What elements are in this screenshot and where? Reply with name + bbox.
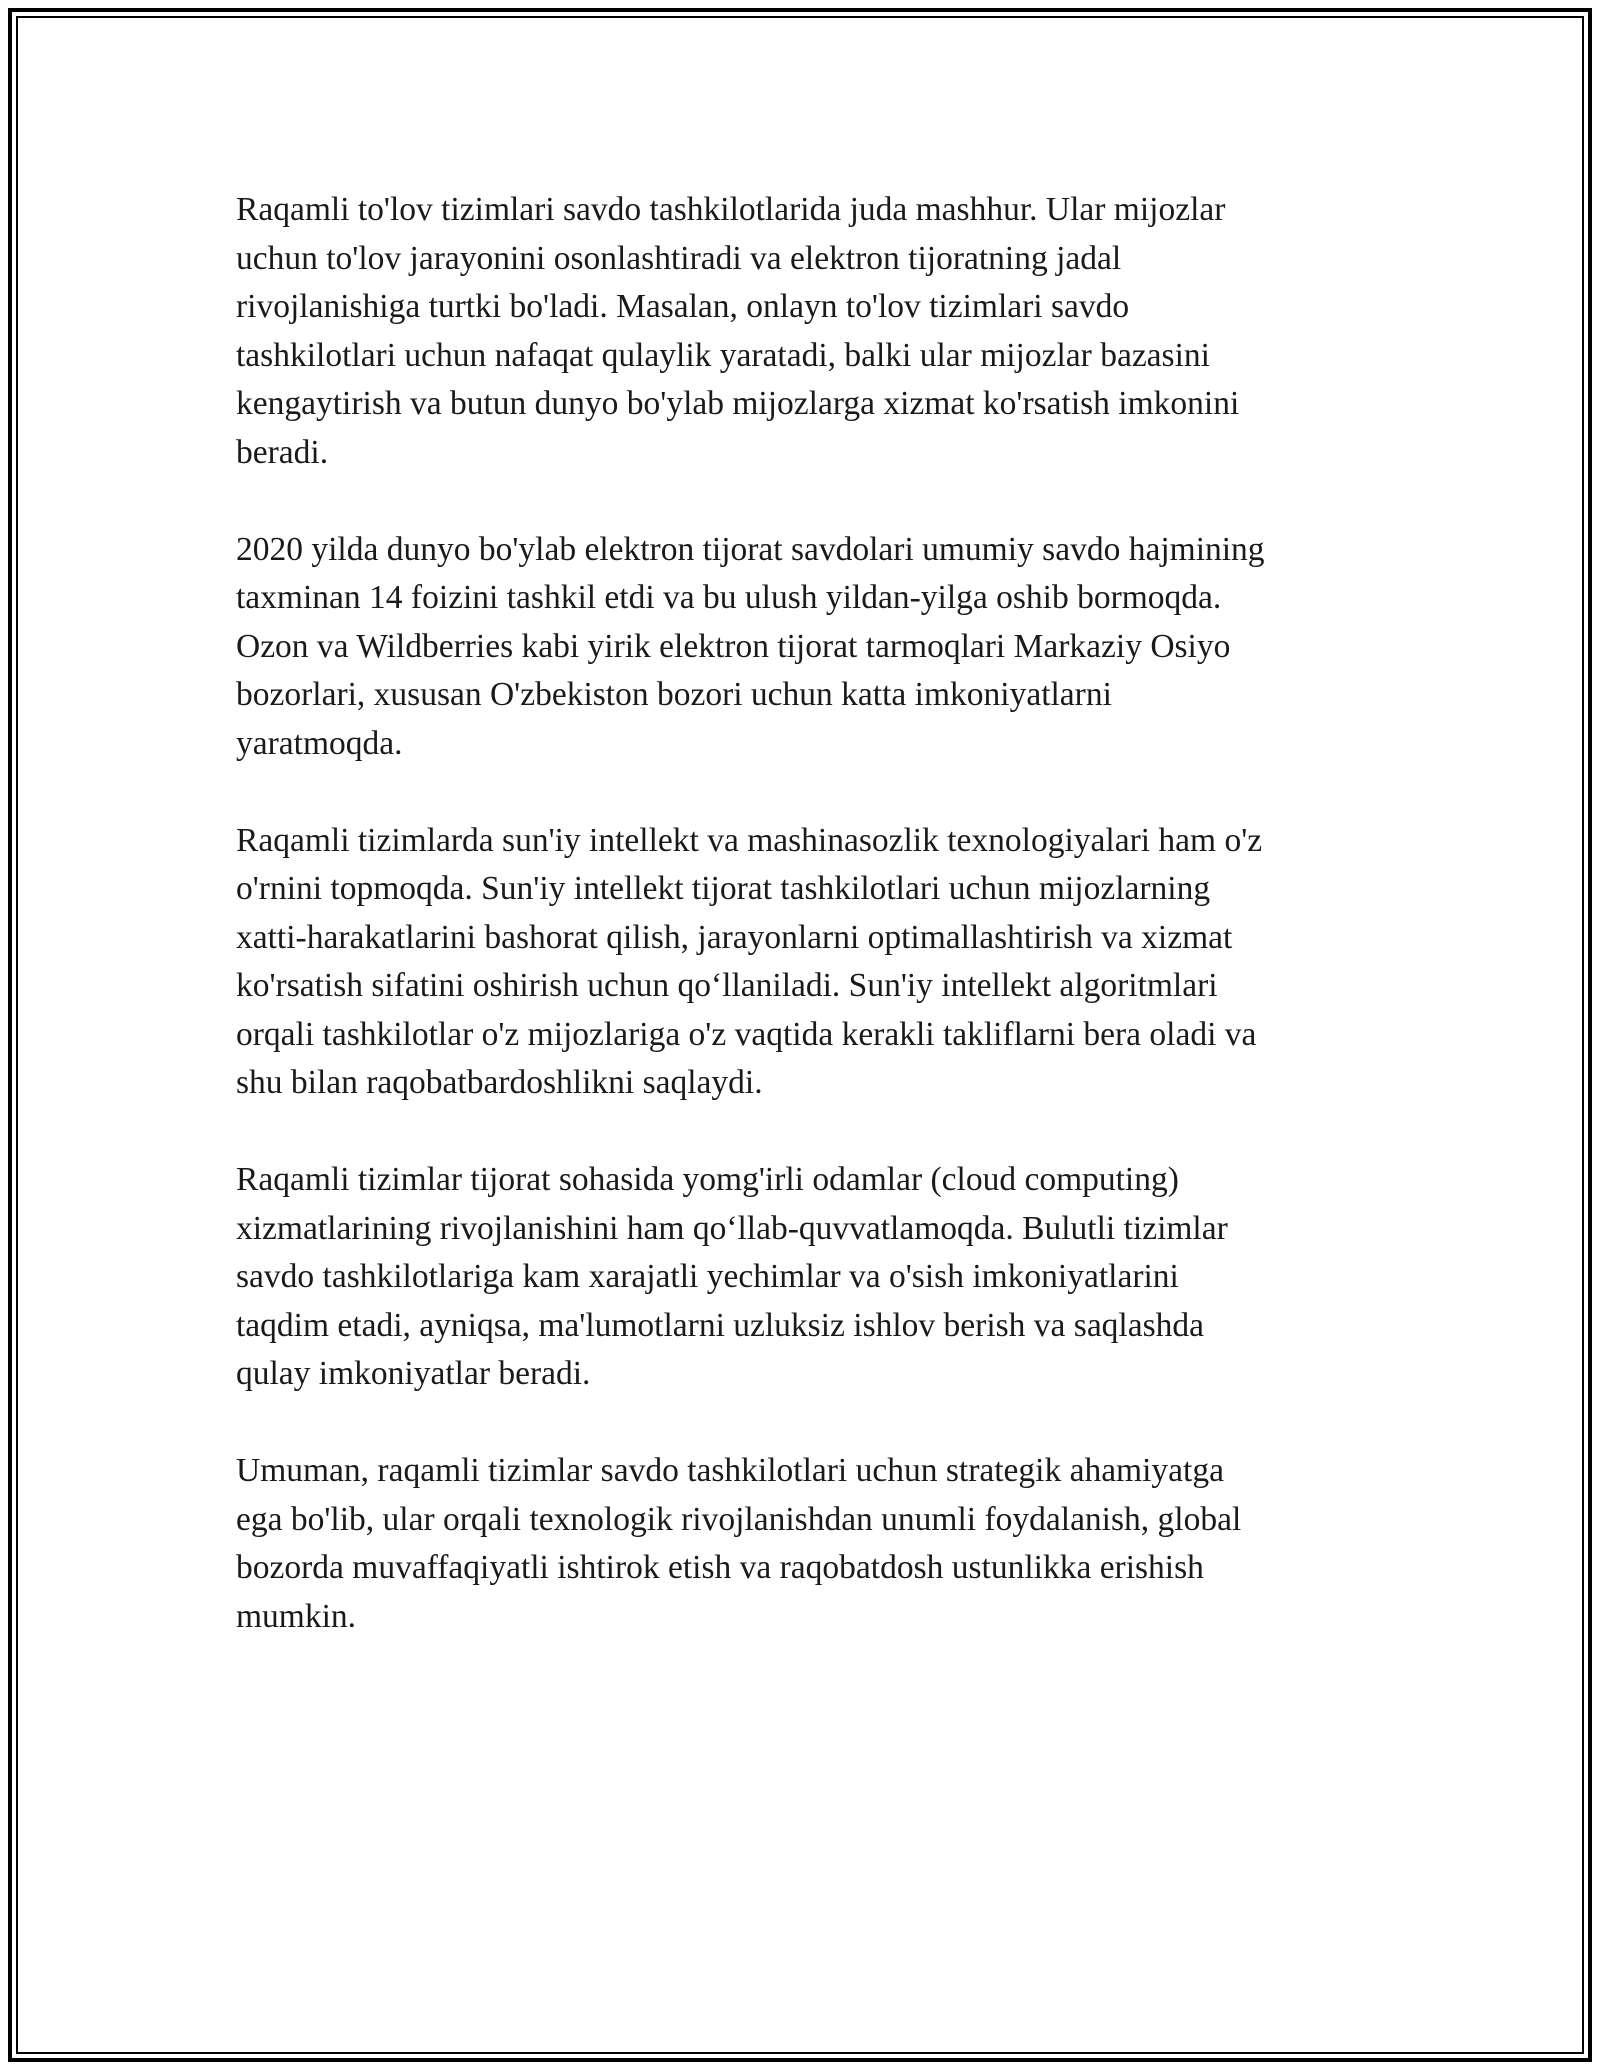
document-body bbox=[236, 186, 1366, 1690]
paragraph-ecommerce-share: 2020 yilda dunyo bo'ylab elektron tijorat savdolari umumiy savdo hajmining taxminan 14 foizini tashkil etdi va bu ulush yildan-yilga oshib bormoqda. Ozon va Wildberries kabi yirik elektron tijorat tarmoqlari Markaziy Osiyo bozorlari, xususan O'zbekiston bozori uchun katta imkoniyatlarni yaratmoqda. bbox=[236, 530, 1265, 762]
paragraph-conclusion: Umuman, raqamli tizimlar savdo tashkilotlari uchun strategik ahamiyatga ega bo'lib, ular orqali texnologik rivojlanishdan unumli foydalanish, global bozorda muvaffaqiyatli ishtirok etish va raqobatdosh ustunlikka erishish mumkin. bbox=[236, 1452, 1242, 1635]
paragraph-cloud-computing: Raqamli tizimlar tijorat sohasida yomg'irli odamlar (cloud computing) xizmatlarining rivojlanishini ham qo‘llab-quvvatlamoqda. Bulutli tizimlar savdo tashkilotlariga kam xarajatli yechimlar va o'sish imkoniyatlarini taqdim etadi, ayniqsa, ma'lumotlarni uzluksiz ishlov berish va saqlashda qulay imkoniyatlar beradi. bbox=[236, 1161, 1228, 1392]
paragraph-artificial-intelligence: Raqamli tizimlarda sun'iy intellekt va mashinasozlik texnologiyalari ham o'z o'rnini topmoqda. Sun'iy intellekt tijorat tashkilotlari uchun mijozlarning xatti-harakatlarini bashorat qilish, jarayonlarni optimallashtirish va xizmat ko'rsatish sifatini oshirish uchun qo‘llaniladi. Sun'iy intellekt algoritmlari orqali tashkilotlar o'z mijozlariga o'z vaqtida kerakli takliflarni bera oladi va shu bilan raqobatbardoshlikni saqlaydi. bbox=[236, 821, 1263, 1101]
paragraph-digital-payments: Raqamli to'lov tizimlari savdo tashkilotlarida juda mashhur. Ular mijozlar uchun to'lov jarayonini osonlashtiradi va elektron tijoratning jadal rivojlanishiga turtki bo'ladi. Masalan, onlayn to'lov tizimlari savdo tashkilotlari uchun nafaqat qulaylik yaratadi, balki ular mijozlar bazasini kengaytirish va butun dunyo bo'ylab mijozlarga xizmat ko'rsatish imkonini beradi. bbox=[236, 191, 1240, 471]
